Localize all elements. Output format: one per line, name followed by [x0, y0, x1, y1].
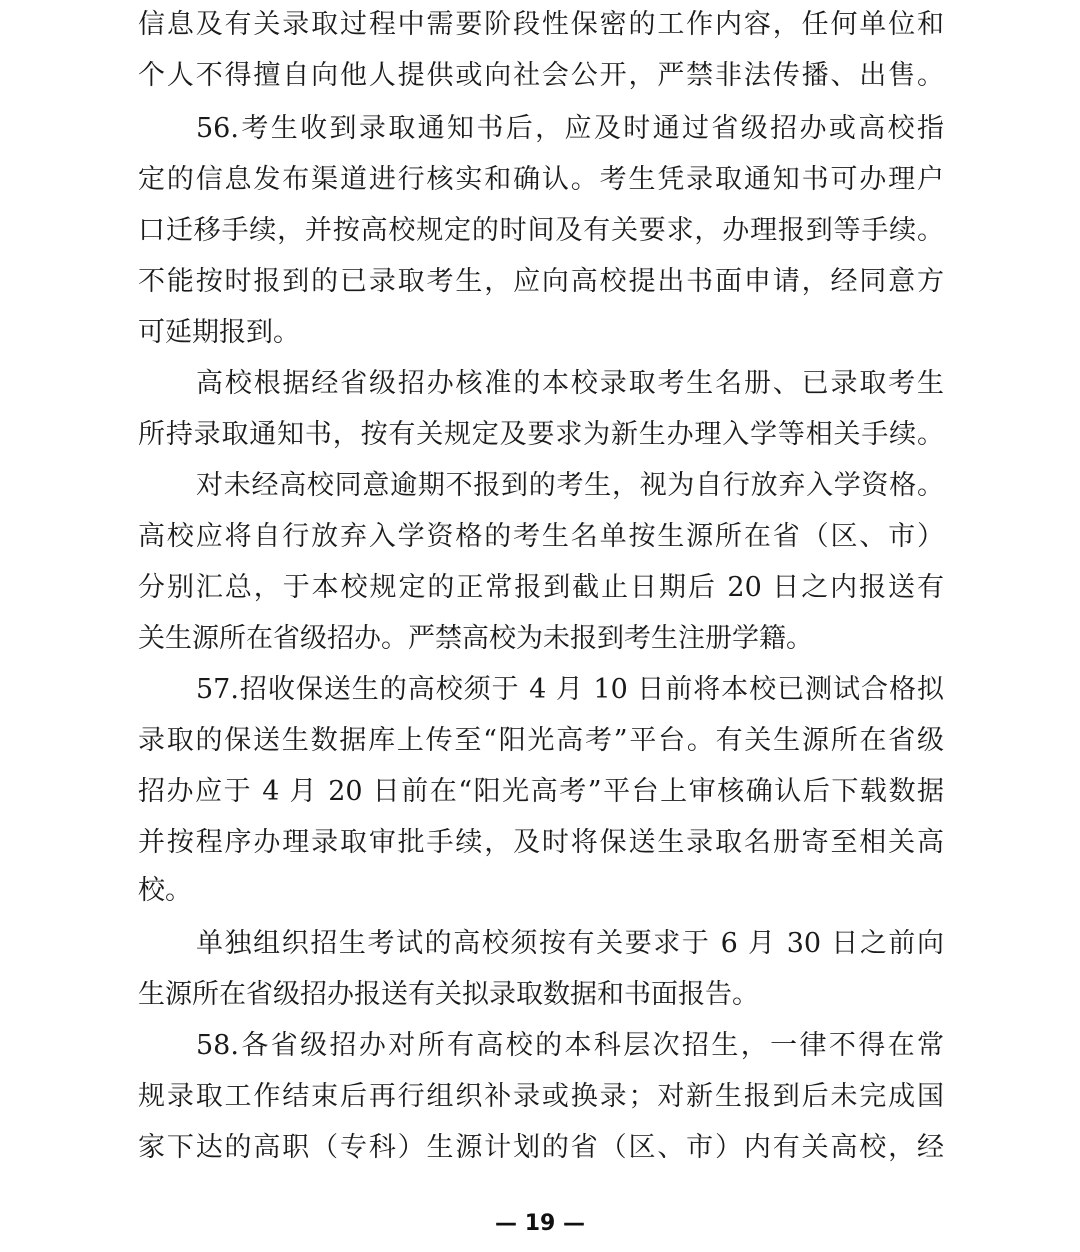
text-line: 定的信息发布渠道进行核实和确认。考生凭录取通知书可办理户 [138, 164, 944, 195]
text-line: 57.招收保送生的高校须于 4 月 10 日前将本校已测试合格拟 [196, 674, 944, 705]
page-number: — 19 — [495, 1211, 585, 1236]
text-line: 可延期报到。 [138, 317, 300, 348]
text-line: 不能按时报到的已录取考生，应向高校提出书面申请，经同意方 [138, 266, 944, 297]
text-line: 生源所在省级招办报送有关拟录取数据和书面报告。 [138, 979, 759, 1010]
text-line: 所持录取通知书，按有关规定及要求为新生办理入学等相关手续。 [138, 419, 944, 450]
text-line: 关生源所在省级招办。严禁高校为未报到考生注册学籍。 [138, 623, 813, 654]
text-line: 家下达的高职（专科）生源计划的省（区、市）内有关高校，经 [138, 1132, 944, 1163]
text-line: 并按程序办理录取审批手续，及时将保送生录取名册寄至相关高 [138, 827, 944, 858]
text-line: 信息及有关录取过程中需要阶段性保密的工作内容，任何单位和 [138, 9, 944, 40]
text-line: 分别汇总，于本校规定的正常报到截止日期后 20 日之内报送有 [138, 572, 944, 603]
text-line: 录取的保送生数据库上传至“阳光高考”平台。有关生源所在省级 [138, 725, 944, 756]
text-line: 56.考生收到录取通知书后，应及时通过省级招办或高校指 [196, 113, 944, 144]
text-line: 对未经高校同意逾期不报到的考生，视为自行放弃入学资格。 [196, 470, 944, 501]
text-line: 高校应将自行放弃入学资格的考生名单按生源所在省（区、市） [138, 521, 944, 552]
text-line: 个人不得擅自向他人提供或向社会公开，严禁非法传播、出售。 [138, 60, 944, 91]
text-line: 单独组织招生考试的高校须按有关要求于 6 月 30 日之前向 [196, 928, 944, 959]
text-line: 招办应于 4 月 20 日前在“阳光高考”平台上审核确认后下载数据 [138, 776, 944, 807]
text-line: 高校根据经省级招办核准的本校录取考生名册、已录取考生 [196, 368, 944, 399]
text-line: 口迁移手续，并按高校规定的时间及有关要求，办理报到等手续。 [138, 215, 944, 246]
text-line: 校。 [138, 875, 192, 906]
text-line: 规录取工作结束后再行组织补录或换录；对新生报到后未完成国 [138, 1081, 944, 1112]
text-line: 58.各省级招办对所有高校的本科层次招生，一律不得在常 [196, 1030, 944, 1061]
